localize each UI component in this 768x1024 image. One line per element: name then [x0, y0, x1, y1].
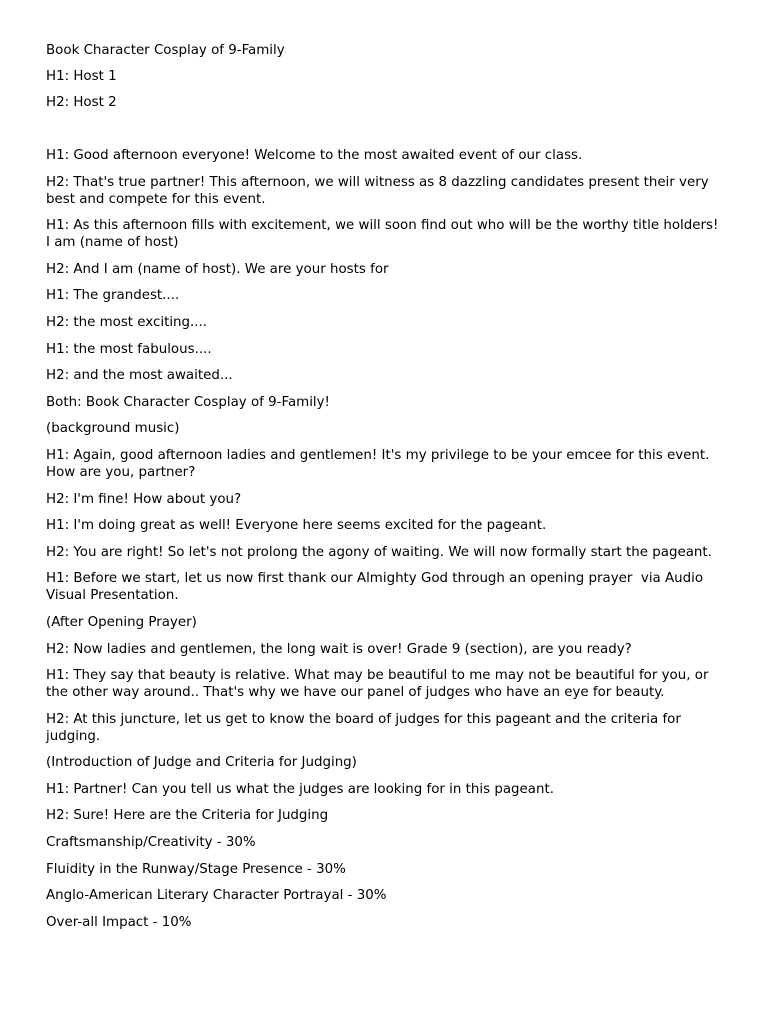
script-line: H2: And I am (name of host). We are your hosts for — [46, 261, 389, 277]
stage-direction: (After Opening Prayer) — [46, 614, 197, 630]
document-page — [46, 42, 726, 940]
script-line: H1: Again, good afternoon ladies and gentlemen! It's my privilege to be your emcee for this event. How are you, partner? — [46, 447, 714, 480]
script-line: H1: the most fabulous.... — [46, 341, 212, 357]
script-line: H1: As this afternoon fills with excitement, we will soon find out who will be the worthy title holders! I am (name of host) — [46, 218, 723, 251]
script-line: H1: Before we start, let us now first thank our Almighty God through an opening prayer via Audio Visual Presentation. — [46, 571, 708, 604]
host-1-line: H1: Host 1 — [46, 69, 117, 84]
script-line: H1: Good afternoon everyone! Welcome to the most awaited event of our class. — [46, 148, 583, 163]
criteria-item: Anglo-American Literary Character Portrayal - 30% — [46, 888, 387, 904]
script-line: H2: Now ladies and gentlemen, the long wait is over! Grade 9 (section), are you ready? — [46, 641, 632, 657]
host-2-line: H2: Host 2 — [46, 95, 117, 110]
script-line: H1: Partner! Can you tell us what the judges are looking for in this pageant. — [46, 781, 554, 797]
script-line: H1: The grandest.... — [46, 288, 180, 304]
script-line: H2: You are right! So let's not prolong the agony of waiting. We will now formally start the pageant. — [46, 544, 712, 560]
script-line: H2: I'm fine! How about you? — [46, 491, 242, 507]
script-line: H2: That's true partner! This afternoon, we will witness as 8 dazzling candidates present their very best and compete for this event. — [46, 174, 713, 207]
script-line: H2: At this juncture, let us get to know the board of judges for this pageant and the criteria for judging. — [46, 711, 686, 744]
criteria-item: Craftsmanship/Creativity - 30% — [46, 835, 256, 851]
script-line: H2: Sure! Here are the Criteria for Judging — [46, 808, 329, 824]
script-line: H2: the most exciting.... — [46, 314, 208, 330]
stage-direction: (Introduction of Judge and Criteria for Judging) — [46, 755, 357, 771]
document-title: Book Character Cosplay of 9-Family — [46, 43, 285, 58]
script-line: H2: and the most awaited... — [46, 368, 233, 384]
script-line: H1: I'm doing great as well! Everyone here seems excited for the pageant. — [46, 518, 547, 534]
criteria-item: Over-all Impact - 10% — [46, 914, 192, 930]
stage-direction: (background music) — [46, 421, 180, 437]
script-line: H1: They say that beauty is relative. What may be beautiful to me may not be beautiful for you, or the other way around.. That's why we have our panel of judges who have an eye for beauty. — [46, 668, 713, 701]
script-line: Both: Book Character Cosplay of 9-Family! — [46, 394, 330, 410]
criteria-item: Fluidity in the Runway/Stage Presence - 30% — [46, 861, 346, 877]
